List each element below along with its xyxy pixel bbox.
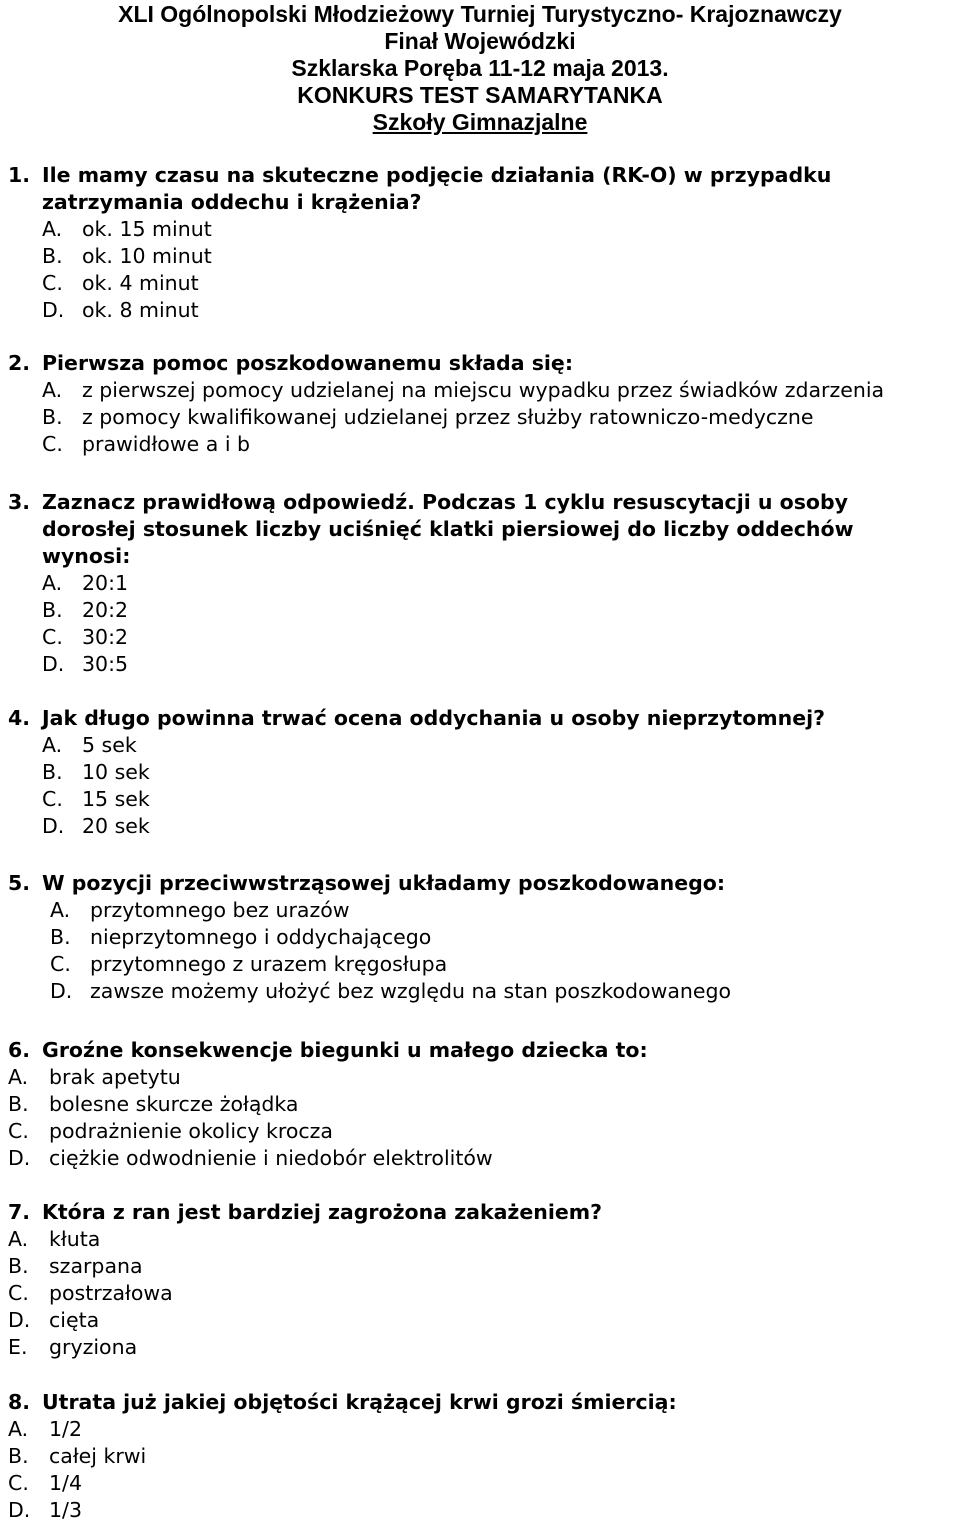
answer-option [8, 1443, 677, 1470]
option-text: gryziona [49, 1335, 138, 1359]
option-text: 10 sek [82, 760, 150, 784]
option-text: ok. 10 minut [82, 244, 212, 268]
option-letter: A. [8, 1065, 29, 1089]
option-letter: B. [42, 598, 63, 622]
option-letter: D. [8, 1308, 31, 1332]
answer-option [42, 597, 854, 624]
answer-option [42, 759, 825, 786]
answer-option [42, 377, 884, 404]
question-text-line: Groźne konsekwencje biegunki u małego dziecka to: [42, 1038, 648, 1062]
question-text-line: wynosi: [42, 544, 131, 568]
question-text-line: Ile mamy czasu na skuteczne podjęcie działania (RK-O) w przypadku [42, 163, 832, 187]
option-letter: C. [42, 625, 63, 649]
answer-option [8, 1253, 602, 1280]
option-letter: D. [8, 1146, 31, 1170]
header-line-5: Szkoły Gimnazjalne [372, 109, 588, 135]
answer-option [50, 951, 731, 978]
option-text: 15 sek [82, 787, 150, 811]
option-letter: E. [8, 1335, 28, 1359]
option-text: 1/2 [49, 1417, 82, 1441]
answer-option [8, 1280, 602, 1307]
question-text-line: Utrata już jakiej objętości krążącej krwi grozi śmiercią: [42, 1390, 677, 1414]
option-text: z pomocy kwalifikowanej udzielanej przez służby ratowniczo-medyczne [82, 405, 814, 429]
option-letter: A. [42, 217, 63, 241]
option-letter: A. [50, 898, 71, 922]
option-letter: C. [8, 1471, 29, 1495]
question-number: 2. [8, 351, 31, 375]
option-letter: C. [8, 1119, 29, 1143]
option-letter: C. [42, 271, 63, 295]
option-text: 20:2 [82, 598, 129, 622]
option-letter: A. [42, 733, 63, 757]
question-4 [8, 705, 825, 840]
option-text: postrzałowa [49, 1281, 173, 1305]
question-1 [8, 162, 831, 324]
option-text: brak apetytu [49, 1065, 181, 1089]
question-text-line: zatrzymania oddechu i krążenia? [42, 190, 422, 214]
question-number: 8. [8, 1390, 31, 1414]
header-line-4: KONKURS TEST SAMARYTANKA [297, 82, 663, 108]
question-number: 3. [8, 490, 31, 514]
option-text: przytomnego bez urazów [90, 898, 350, 922]
answer-option [42, 216, 831, 243]
answer-option [50, 924, 731, 951]
answer-option [8, 1118, 648, 1145]
option-letter: B. [8, 1254, 29, 1278]
option-text: 20 sek [82, 814, 150, 838]
question-6 [8, 1037, 648, 1172]
question-number: 1. [8, 163, 31, 187]
question-2 [8, 350, 884, 458]
answer-option [42, 404, 884, 431]
question-text-line: Która z ran jest bardziej zagrożona zakażeniem? [42, 1200, 603, 1224]
answer-option [42, 813, 825, 840]
option-letter: B. [50, 925, 71, 949]
answer-option [42, 270, 831, 297]
option-letter: A. [42, 571, 63, 595]
answer-option [8, 1470, 677, 1497]
question-number: 6. [8, 1038, 31, 1062]
option-letter: C. [50, 952, 71, 976]
option-letter: D. [50, 979, 73, 1003]
answer-option [42, 243, 831, 270]
option-text: szarpana [49, 1254, 143, 1278]
option-text: ok. 4 minut [82, 271, 199, 295]
answer-option [8, 1497, 677, 1524]
answer-option [42, 786, 825, 813]
option-letter: C. [42, 432, 63, 456]
question-number: 4. [8, 706, 31, 730]
question-text-line: Jak długo powinna trwać ocena oddychania u osoby nieprzytomnej? [42, 706, 826, 730]
header-line-1: XLI Ogólnopolski Młodzieżowy Turniej Turystyczno- Krajoznawczy [118, 1, 842, 27]
option-text: zawsze możemy ułożyć bez względu na stan poszkodowanego [90, 979, 732, 1003]
answer-option [8, 1334, 602, 1361]
option-letter: A. [8, 1227, 29, 1251]
option-text: 1/4 [49, 1471, 82, 1495]
answer-option [8, 1226, 602, 1253]
option-text: przytomnego z urazem kręgosłupa [90, 952, 448, 976]
question-text-line: Zaznacz prawidłową odpowiedź. Podczas 1 cyklu resuscytacji u osoby [42, 490, 849, 514]
option-letter: D. [42, 814, 65, 838]
question-5 [8, 870, 731, 1005]
option-text: nieprzytomnego i oddychającego [90, 925, 432, 949]
option-text: z pierwszej pomocy udzielanej na miejscu wypadku przez świadków zdarzenia [82, 378, 885, 402]
option-text: ok. 8 minut [82, 298, 199, 322]
answer-option [8, 1307, 602, 1334]
answer-option [8, 1091, 648, 1118]
answer-option [42, 431, 884, 458]
option-text: 5 sek [82, 733, 137, 757]
option-text: prawidłowe a i b [82, 432, 251, 456]
option-text: ok. 15 minut [82, 217, 212, 241]
question-3 [8, 489, 854, 678]
option-letter: B. [42, 405, 63, 429]
option-text: kłuta [49, 1227, 101, 1251]
option-letter: C. [42, 787, 63, 811]
answer-option [50, 978, 731, 1005]
option-letter: D. [42, 298, 65, 322]
question-text-line: W pozycji przeciwwstrząsowej układamy poszkodowanego: [42, 871, 726, 895]
option-letter: B. [8, 1444, 29, 1468]
option-letter: D. [42, 652, 65, 676]
answer-option [8, 1145, 648, 1172]
question-text-line: Pierwsza pomoc poszkodowanemu składa się: [42, 351, 574, 375]
option-text: bolesne skurcze żołądka [49, 1092, 299, 1116]
option-letter: C. [8, 1281, 29, 1305]
answer-option [42, 651, 854, 678]
header-line-3: Szklarska Poręba 11-12 maja 2013. [291, 55, 669, 81]
answer-option [8, 1416, 677, 1443]
answer-option [50, 897, 731, 924]
option-text: 1/3 [49, 1498, 82, 1522]
option-text: całej krwi [49, 1444, 147, 1468]
option-text: ciężkie odwodnienie i niedobór elektrolitów [49, 1146, 493, 1170]
answer-option [8, 1064, 648, 1091]
option-letter: B. [42, 760, 63, 784]
option-letter: A. [42, 378, 63, 402]
option-letter: B. [8, 1092, 29, 1116]
option-text: 30:5 [82, 652, 129, 676]
header-line-2: Finał Wojewódzki [384, 28, 576, 54]
question-text-line: dorosłej stosunek liczby uciśnięć klatki piersiowej do liczby oddechów [42, 517, 854, 541]
answer-option [42, 624, 854, 651]
question-number: 5. [8, 871, 31, 895]
option-letter: D. [8, 1498, 31, 1522]
document-header [0, 0, 960, 136]
option-letter: A. [8, 1417, 29, 1441]
answer-option [42, 297, 831, 324]
option-text: podrażnienie okolicy krocza [49, 1119, 333, 1143]
answer-option [42, 570, 854, 597]
option-letter: B. [42, 244, 63, 268]
option-text: cięta [49, 1308, 100, 1332]
option-text: 20:1 [82, 571, 129, 595]
answer-option [42, 732, 825, 759]
question-8 [8, 1389, 677, 1524]
question-7 [8, 1199, 602, 1361]
option-text: 30:2 [82, 625, 129, 649]
question-number: 7. [8, 1200, 31, 1224]
